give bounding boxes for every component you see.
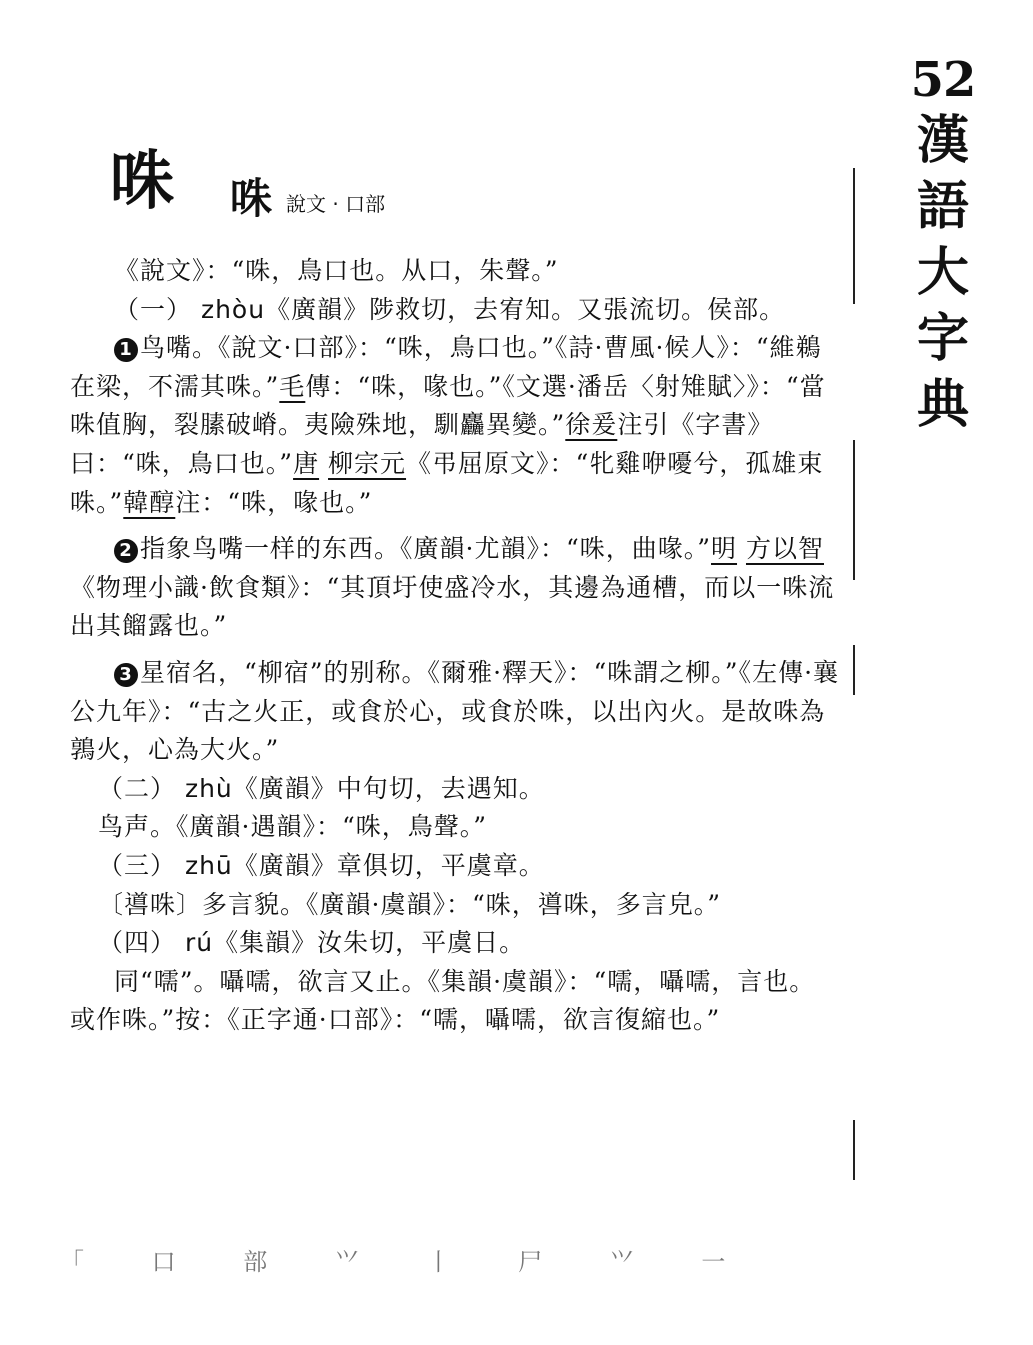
book-title-char: 大 xyxy=(916,242,969,303)
sense-3: 3 星宿名，“柳宿”的别称。《爾雅·釋天》：“咮謂之柳。”《左傳·襄公九年》：“古之火正，或食於心，或食於咮，以出內火。是故咮為鶉火，心為大火。” xyxy=(70,657,840,765)
margin-rule xyxy=(853,645,855,695)
shuowen-quote: 《說文》：“咮，鳥口也。从口，朱聲。” xyxy=(114,256,559,285)
sense-marker: 2 xyxy=(114,539,138,563)
reading-2-sense: 鸟声。《廣韻·遇韻》：“咮，鳥聲。” xyxy=(98,812,488,842)
reading-4-sense: 同“嚅”。囁嚅，欲言又止。《集韻·虞韻》：“嚅，囁嚅，言也。或作咮。”按：《正字通·口部》：“嚅，囁嚅，欲言復縮也。” xyxy=(70,966,816,1035)
reading-3-sense: 〔噵咮〕多言貌。《廣韻·虞韻》：“咮，噵咮，多言皃。” xyxy=(98,889,722,919)
margin-rule xyxy=(853,1120,855,1180)
sense-2: 2 指象鸟嘴一样的东西。《廣韻·尤韻》：“咮，曲喙。”明 方以智《物理小識·飲食類》：“其頂圩使盛冷水，其邊為通槽，而以一咮流出其餾露也。” xyxy=(70,534,835,641)
book-title-char: 典 xyxy=(916,374,969,435)
pinyin: zhòu xyxy=(200,294,266,324)
seal-script-form: 咮 xyxy=(230,174,273,223)
head-character: 咮 xyxy=(110,144,178,219)
book-title-char: 字 xyxy=(916,308,969,369)
underlined-name: 韓醇 xyxy=(123,487,176,517)
sense-marker: 1 xyxy=(114,338,138,362)
reading-4: （四） rú《集韻》汝朱切，平虞日。 xyxy=(98,928,526,958)
book-title xyxy=(898,108,988,438)
sense-marker: 3 xyxy=(114,663,138,687)
reading-2: （二） zhù《廣韻》中句切，去遇知。 xyxy=(98,773,545,803)
book-title-char: 漢 xyxy=(916,110,969,171)
book-title-char: 語 xyxy=(916,176,969,237)
page-margin xyxy=(898,52,988,438)
reading-1: （一） zhòu《廣韻》陟救切，去宥知。又張流切。侯部。 xyxy=(114,294,786,324)
pinyin: zhù xyxy=(184,773,233,803)
entry-body xyxy=(70,252,840,1040)
margin-rule xyxy=(853,168,855,304)
underlined-name: 方以智 xyxy=(745,534,824,564)
underlined-name: 唐 xyxy=(293,448,320,478)
underlined-name: 徐爰 xyxy=(565,410,618,440)
underlined-name: 柳宗元 xyxy=(328,448,407,478)
faint-footer-marks: 「 ⼝ 部 ⺍ ⼁ ⼫ ⺍ ⼀ xyxy=(60,1248,756,1276)
page-number: 52 xyxy=(910,52,976,108)
entry-source: 說文 · 口部 xyxy=(286,192,386,216)
entry-heading xyxy=(110,130,386,223)
margin-rule xyxy=(853,440,855,580)
reading-3: （三） zhū《廣韻》章俱切，平虞章。 xyxy=(98,850,545,880)
sense-1: 1 鸟嘴。《說文·口部》：“咮，鳥口也。”《詩·曹風·候人》：“維鵜在梁，不濡其咮。”毛傳：“咮，喙也。”《文選·潘岳〈射雉賦〉》：“當咮值胸，裂膆破嵴。夷險殊地，馴麤異變。”徐爰注引《字書》曰：“咮，鳥口也。”唐 柳宗元《弔屈原文》：“牝雞咿嚘兮，孤雄束咮。”韓醇注：“咮，喙也。” xyxy=(70,333,826,517)
pinyin: rú xyxy=(184,928,214,958)
pinyin: zhū xyxy=(184,850,233,880)
underlined-name: 明 xyxy=(711,534,738,564)
underlined-name: 毛 xyxy=(279,371,306,401)
